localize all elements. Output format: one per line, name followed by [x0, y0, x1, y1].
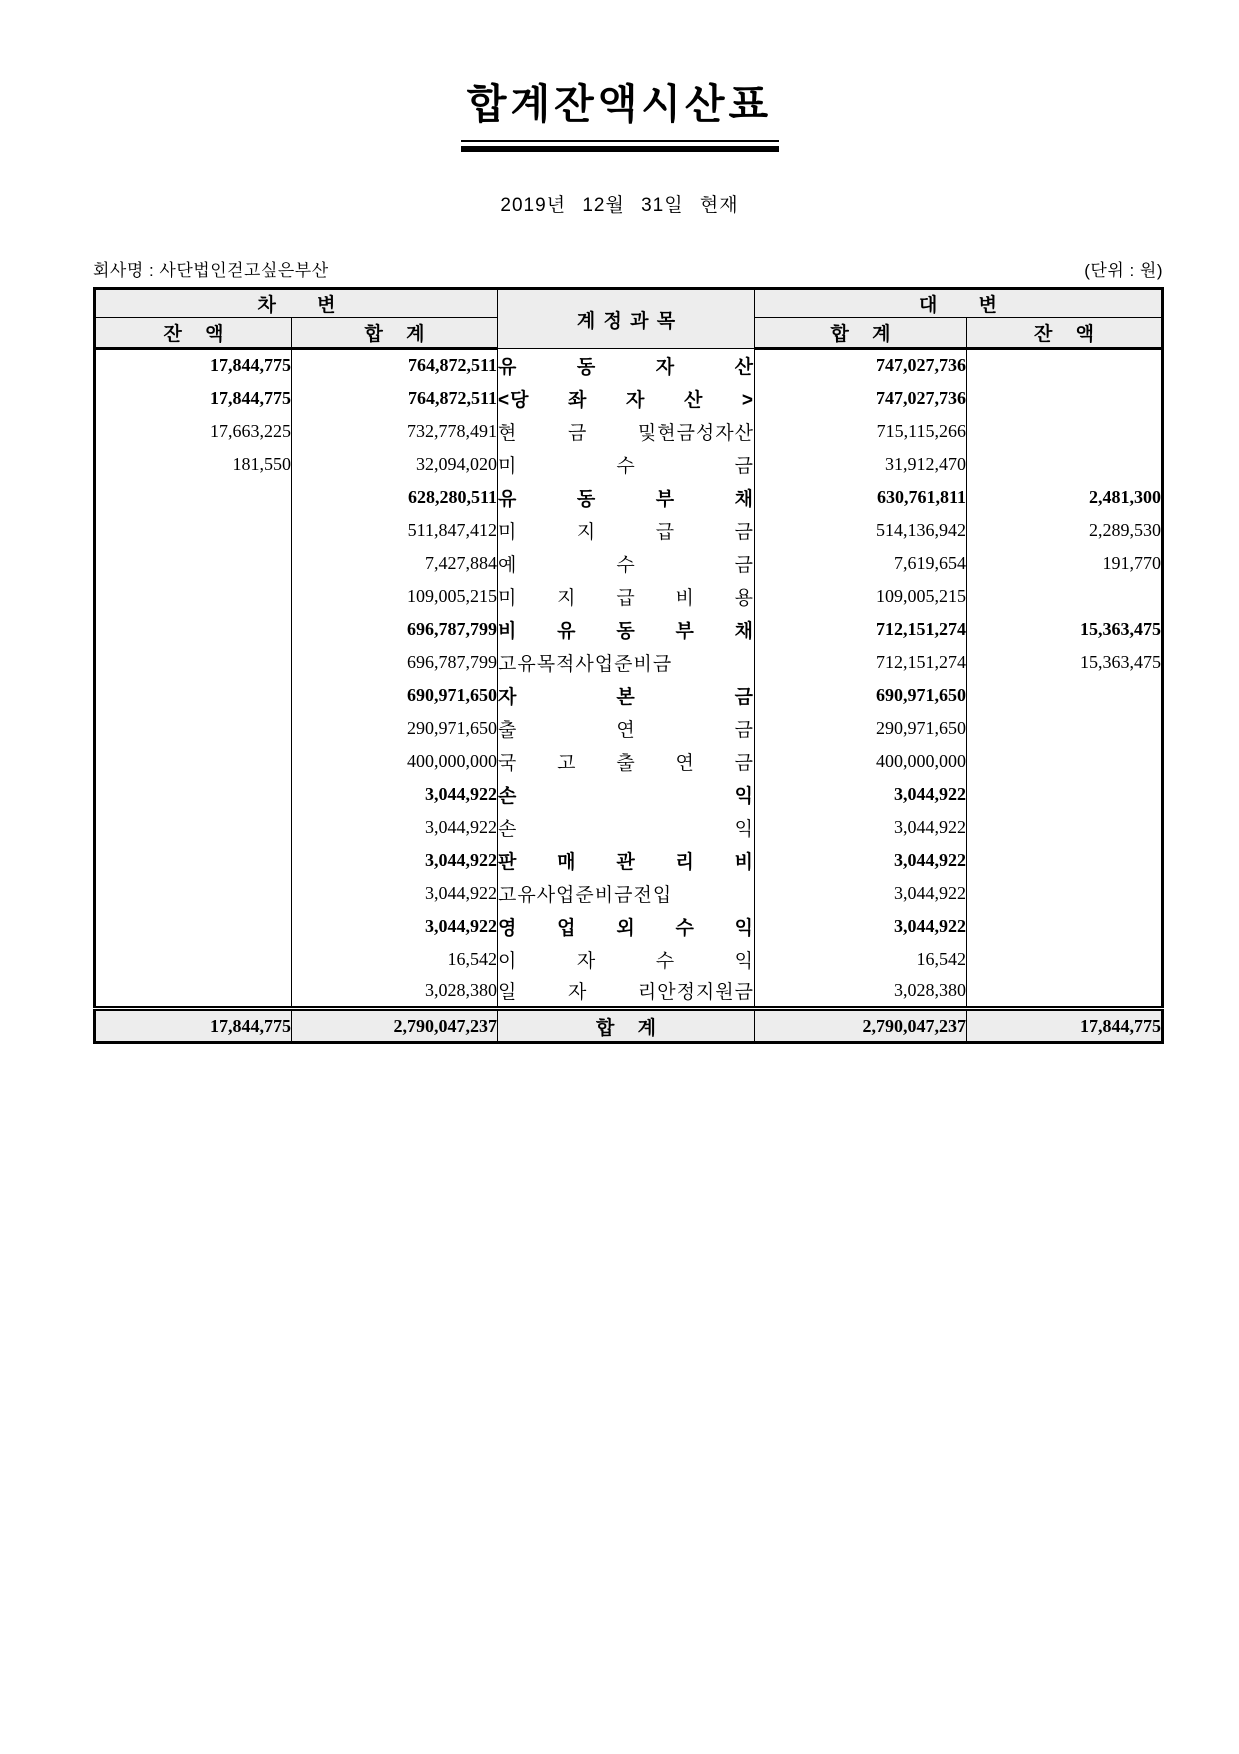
table-row: [95, 910, 1163, 943]
debit-balance-cell: [95, 910, 292, 943]
table-row: [95, 580, 1163, 613]
debit-total-cell: 32,094,020: [292, 448, 498, 481]
credit-total-cell: 712,151,274: [755, 646, 967, 679]
total-row: [95, 1009, 1163, 1043]
credit-total-cell: 514,136,942: [755, 514, 967, 547]
credit-total-cell: 16,542: [755, 943, 967, 976]
credit-total-cell: 290,971,650: [755, 712, 967, 745]
title-rule-thin: [461, 140, 779, 142]
credit-balance-cell: 15,363,475: [967, 613, 1163, 646]
credit-total-cell: 400,000,000: [755, 745, 967, 778]
debit-total-cell: 764,872,511: [292, 382, 498, 415]
account-title-cell: 고유사업준비금전입: [498, 877, 755, 910]
debit-balance-cell: 17,844,775: [95, 382, 292, 415]
debit-balance-cell: [95, 712, 292, 745]
credit-balance-cell: [967, 679, 1163, 712]
total-credit-total-cell: 2,790,047,237: [755, 1009, 967, 1043]
credit-balance-cell: [967, 943, 1163, 976]
credit-balance-cell: 2,289,530: [967, 514, 1163, 547]
table-row: [95, 481, 1163, 514]
debit-total-cell: 690,971,650: [292, 679, 498, 712]
account-title-cell: 고유목적사업준비금: [498, 646, 755, 679]
table-row: [95, 778, 1163, 811]
debit-total-cell: 732,778,491: [292, 415, 498, 448]
header-account: 계 정 과 목: [498, 289, 755, 349]
credit-total-cell: 3,044,922: [755, 877, 967, 910]
credit-total-cell: 7,619,654: [755, 547, 967, 580]
title-block: [0, 0, 1239, 217]
debit-balance-cell: [95, 976, 292, 1009]
header-debit: 차 변: [95, 289, 498, 318]
credit-balance-cell: [967, 811, 1163, 844]
account-title-cell: 비 유 동 부 채: [498, 613, 755, 646]
credit-total-cell: 3,044,922: [755, 844, 967, 877]
subheader-debit-total: 합 계: [292, 318, 498, 349]
debit-balance-cell: [95, 514, 292, 547]
table-row: [95, 415, 1163, 448]
credit-balance-cell: 15,363,475: [967, 646, 1163, 679]
debit-total-cell: 3,044,922: [292, 778, 498, 811]
table-row: [95, 547, 1163, 580]
meta-row: [93, 256, 1163, 281]
trial-balance-table: [93, 287, 1164, 1044]
credit-balance-cell: [967, 448, 1163, 481]
debit-balance-cell: [95, 778, 292, 811]
account-title-cell: 미 수 금: [498, 448, 755, 481]
debit-balance-cell: [95, 679, 292, 712]
title-underline-decoration: [461, 140, 779, 152]
debit-balance-cell: [95, 745, 292, 778]
debit-total-cell: 3,044,922: [292, 877, 498, 910]
account-title-cell: 유 동 자 산: [498, 349, 755, 382]
unit-note: (단위 : 원): [1084, 261, 1163, 281]
account-title-cell: 미 지 급 금: [498, 514, 755, 547]
credit-balance-cell: [967, 877, 1163, 910]
debit-total-cell: 696,787,799: [292, 613, 498, 646]
debit-balance-cell: [95, 811, 292, 844]
debit-total-cell: 16,542: [292, 943, 498, 976]
subheader-credit-balance: 잔 액: [967, 318, 1163, 349]
total-label-cell: 합 계: [498, 1009, 755, 1043]
table-row: [95, 976, 1163, 1009]
debit-total-cell: 3,044,922: [292, 811, 498, 844]
credit-balance-cell: [967, 976, 1163, 1009]
debit-balance-cell: [95, 844, 292, 877]
credit-balance-cell: [967, 844, 1163, 877]
account-title-cell: 판 매 관 리 비: [498, 844, 755, 877]
debit-balance-cell: [95, 613, 292, 646]
debit-balance-cell: 17,663,225: [95, 415, 292, 448]
table-row: [95, 943, 1163, 976]
credit-balance-cell: [967, 778, 1163, 811]
credit-total-cell: 715,115,266: [755, 415, 967, 448]
table-header-row-1: [95, 289, 1163, 318]
credit-balance-cell: [967, 745, 1163, 778]
table-body: [95, 349, 1163, 1009]
table-row: [95, 646, 1163, 679]
debit-balance-cell: [95, 547, 292, 580]
account-title-cell: <당 좌 자 산 >: [498, 382, 755, 415]
credit-balance-cell: 191,770: [967, 547, 1163, 580]
credit-total-cell: 3,044,922: [755, 778, 967, 811]
table-row: [95, 745, 1163, 778]
total-credit-balance-cell: 17,844,775: [967, 1009, 1163, 1043]
table-row: [95, 844, 1163, 877]
credit-total-cell: 747,027,736: [755, 382, 967, 415]
table-row: [95, 811, 1163, 844]
table-row: [95, 514, 1163, 547]
debit-total-cell: 7,427,884: [292, 547, 498, 580]
credit-balance-cell: [967, 382, 1163, 415]
credit-balance-cell: [967, 712, 1163, 745]
account-title-cell: 미 지 급 비 용: [498, 580, 755, 613]
debit-total-cell: 400,000,000: [292, 745, 498, 778]
account-title-cell: 자 본 금: [498, 679, 755, 712]
credit-total-cell: 109,005,215: [755, 580, 967, 613]
debit-total-cell: 764,872,511: [292, 349, 498, 382]
title-rule-thick: [461, 146, 779, 152]
debit-balance-cell: [95, 646, 292, 679]
credit-total-cell: 690,971,650: [755, 679, 967, 712]
debit-total-cell: 109,005,215: [292, 580, 498, 613]
account-title-cell: 출 연 금: [498, 712, 755, 745]
as-of-date: 2019년 12월 31일 현재: [500, 195, 739, 217]
table-row: [95, 877, 1163, 910]
company-name: 회사명 : 사단법인걷고싶은부산: [93, 261, 329, 281]
credit-balance-cell: [967, 415, 1163, 448]
debit-total-cell: 3,028,380: [292, 976, 498, 1009]
credit-total-cell: 630,761,811: [755, 481, 967, 514]
account-title-cell: 영 업 외 수 익: [498, 910, 755, 943]
debit-balance-cell: 17,844,775: [95, 349, 292, 382]
credit-total-cell: 712,151,274: [755, 613, 967, 646]
table-row: [95, 613, 1163, 646]
total-debit-balance-cell: 17,844,775: [95, 1009, 292, 1043]
page-title: 합계잔액시산표: [466, 81, 773, 127]
table-row: [95, 448, 1163, 481]
debit-total-cell: 3,044,922: [292, 844, 498, 877]
debit-balance-cell: [95, 481, 292, 514]
credit-balance-cell: [967, 580, 1163, 613]
debit-total-cell: 3,044,922: [292, 910, 498, 943]
subheader-credit-total: 합 계: [755, 318, 967, 349]
debit-balance-cell: [95, 877, 292, 910]
account-title-cell: 손 익: [498, 811, 755, 844]
credit-balance-cell: [967, 910, 1163, 943]
debit-balance-cell: [95, 943, 292, 976]
debit-total-cell: 511,847,412: [292, 514, 498, 547]
debit-total-cell: 696,787,799: [292, 646, 498, 679]
account-title-cell: 현 금 및현금성자산: [498, 415, 755, 448]
credit-total-cell: 747,027,736: [755, 349, 967, 382]
credit-total-cell: 3,028,380: [755, 976, 967, 1009]
account-title-cell: 일 자 리안정지원금: [498, 976, 755, 1009]
account-title-cell: 이 자 수 익: [498, 943, 755, 976]
account-title-cell: 유 동 부 채: [498, 481, 755, 514]
credit-balance-cell: 2,481,300: [967, 481, 1163, 514]
debit-balance-cell: 181,550: [95, 448, 292, 481]
header-credit: 대 변: [755, 289, 1163, 318]
account-title-cell: 손 익: [498, 778, 755, 811]
credit-total-cell: 3,044,922: [755, 811, 967, 844]
account-title-cell: 예 수 금: [498, 547, 755, 580]
table-row: [95, 349, 1163, 382]
account-title-cell: 국 고 출 연 금: [498, 745, 755, 778]
table-row: [95, 712, 1163, 745]
credit-total-cell: 31,912,470: [755, 448, 967, 481]
credit-total-cell: 3,044,922: [755, 910, 967, 943]
debit-total-cell: 628,280,511: [292, 481, 498, 514]
total-debit-total-cell: 2,790,047,237: [292, 1009, 498, 1043]
table-row: [95, 679, 1163, 712]
subheader-debit-balance: 잔 액: [95, 318, 292, 349]
debit-total-cell: 290,971,650: [292, 712, 498, 745]
credit-balance-cell: [967, 349, 1163, 382]
table-row: [95, 382, 1163, 415]
debit-balance-cell: [95, 580, 292, 613]
